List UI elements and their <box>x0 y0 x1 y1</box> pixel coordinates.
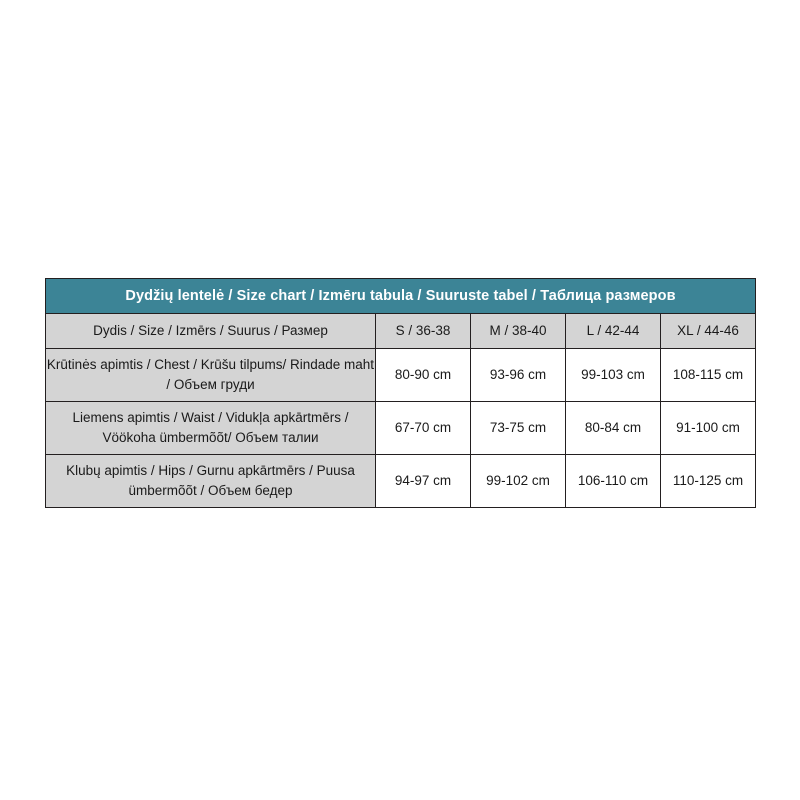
size-chart-table <box>45 278 756 508</box>
size-chart-title: Dydžių lentelė / Size chart / Izmēru tabula / Suuruste tabel / Таблица размеров <box>46 279 756 314</box>
cell-hips-s: 94-97 cm <box>376 455 471 508</box>
column-header-m: M / 38-40 <box>471 314 566 349</box>
table-row <box>46 349 756 402</box>
cell-waist-s: 67-70 cm <box>376 402 471 455</box>
column-header-size-label: Dydis / Size / Izmērs / Suurus / Размер <box>46 314 376 349</box>
column-header-xl: XL / 44-46 <box>661 314 756 349</box>
cell-waist-xl: 91-100 cm <box>661 402 756 455</box>
row-label-chest: Krūtinės apimtis / Chest / Krūšu tilpums/ Rindade maht / Объем груди <box>46 349 376 402</box>
cell-chest-m: 93-96 cm <box>471 349 566 402</box>
cell-hips-xl: 110-125 cm <box>661 455 756 508</box>
cell-waist-l: 80-84 cm <box>566 402 661 455</box>
cell-chest-s: 80-90 cm <box>376 349 471 402</box>
column-header-l: L / 42-44 <box>566 314 661 349</box>
table-row <box>46 402 756 455</box>
table-row <box>46 455 756 508</box>
size-chart-container <box>45 278 755 508</box>
row-label-hips: Klubų apimtis / Hips / Gurnu apkārtmērs / Puusa ümbermõõt / Объем бедер <box>46 455 376 508</box>
cell-chest-xl: 108-115 cm <box>661 349 756 402</box>
cell-hips-l: 106-110 cm <box>566 455 661 508</box>
cell-waist-m: 73-75 cm <box>471 402 566 455</box>
cell-chest-l: 99-103 cm <box>566 349 661 402</box>
table-header-row <box>46 314 756 349</box>
table-title-row <box>46 279 756 314</box>
cell-hips-m: 99-102 cm <box>471 455 566 508</box>
row-label-waist: Liemens apimtis / Waist / Vidukļa apkārtmērs / Vöökoha ümbermõõt/ Объем талии <box>46 402 376 455</box>
column-header-s: S / 36-38 <box>376 314 471 349</box>
